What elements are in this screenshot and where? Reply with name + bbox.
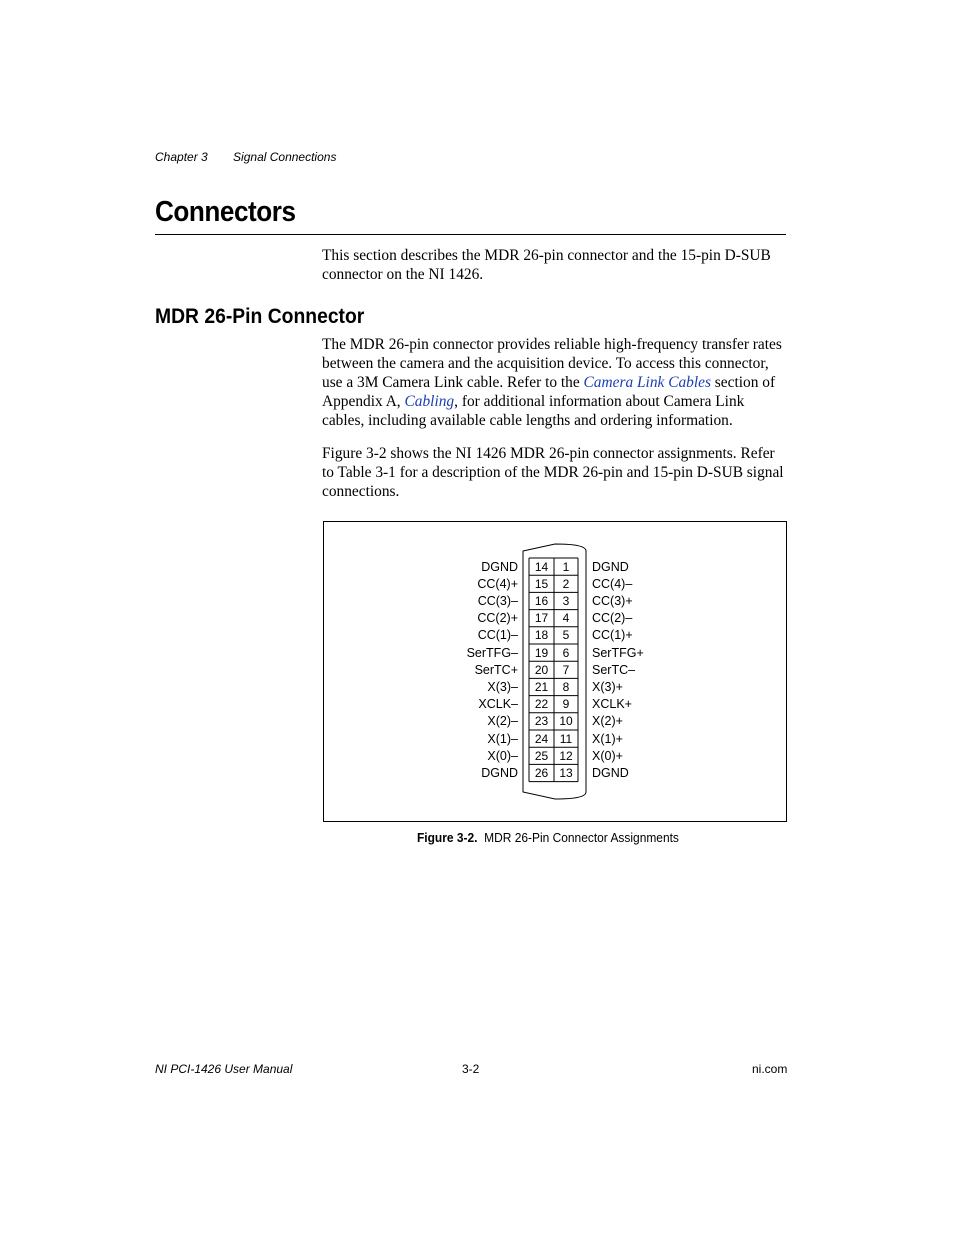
right-signal-label: SerTFG+ <box>592 645 644 660</box>
figure-reference-paragraph: Figure 3-2 shows the NI 1426 MDR 26-pin connector assignments. Refer to Table 3-1 for a description of the MDR 26-pin and 15-pin D-SUB signal connections. <box>322 445 784 500</box>
right-signal-label: X(2)+ <box>592 714 623 729</box>
right-signal-label: CC(2)– <box>592 611 633 626</box>
title-rule <box>155 234 786 235</box>
footer-page-number: 3-2 <box>462 1062 480 1076</box>
left-signal-label: DGND <box>481 765 518 780</box>
pin-number-right: 5 <box>562 628 570 643</box>
right-signal-label: X(0)+ <box>592 748 623 763</box>
pin-number-right: 8 <box>562 679 570 694</box>
footer-site: ni.com <box>752 1062 788 1076</box>
section-heading: MDR 26-Pin Connector <box>155 305 365 328</box>
left-signal-label: CC(2)+ <box>477 611 518 626</box>
pin-number-right: 13 <box>559 765 573 780</box>
right-signal-label: X(3)+ <box>592 679 623 694</box>
right-signal-label: XCLK+ <box>592 697 632 712</box>
right-signal-label: X(1)+ <box>592 731 623 746</box>
pin-number-left: 21 <box>534 679 549 694</box>
caption-label: Figure 3-2. <box>417 830 478 845</box>
pin-number-right: 1 <box>562 559 570 574</box>
left-signal-label: X(2)– <box>487 714 518 729</box>
right-signal-label: DGND <box>592 765 629 780</box>
figure-caption <box>417 830 679 845</box>
right-signal-label: DGND <box>592 559 629 574</box>
left-signal-label: X(3)– <box>487 679 518 694</box>
running-header <box>155 150 336 164</box>
para1-text-a: The MDR 26-pin connector provides reliable high-frequency transfer rates between the camera and the acquisition device. To access this connector, use a 3M Camera Link cable. Refer to the <box>322 336 782 391</box>
pin-number-right: 7 <box>562 662 570 677</box>
pin-number-left: 17 <box>534 611 549 626</box>
right-signal-label: SerTC– <box>592 662 636 677</box>
pin-number-left: 26 <box>534 765 549 780</box>
pin-number-right: 6 <box>562 645 570 660</box>
left-signal-label: SerTC+ <box>474 662 518 677</box>
right-signal-label: CC(4)– <box>592 576 633 591</box>
left-signal-label: SerTFG– <box>466 645 518 660</box>
connector-paragraph <box>322 335 788 430</box>
pin-number-left: 20 <box>534 662 549 677</box>
pin-number-right: 11 <box>559 731 573 746</box>
pin-number-left: 25 <box>534 748 549 763</box>
pin-number-left: 14 <box>534 559 549 574</box>
right-signal-label: CC(3)+ <box>592 593 633 608</box>
para1-text-c: , for additional information about Camera Link cables, including available cable lengths and ordering information. <box>322 393 745 429</box>
left-signal-label: CC(3)– <box>477 593 518 608</box>
pin-number-left: 18 <box>534 628 549 643</box>
pin-number-left: 19 <box>534 645 549 660</box>
right-signal-label: CC(1)+ <box>592 628 633 643</box>
pin-number-right: 12 <box>559 748 573 763</box>
footer-manual-title: NI PCI-1426 User Manual <box>155 1062 293 1076</box>
cabling-link[interactable]: Cabling <box>404 393 455 410</box>
pin-number-left: 16 <box>534 593 549 608</box>
page-title: Connectors <box>155 196 296 228</box>
pin-number-left: 15 <box>534 576 549 591</box>
chapter-label: Chapter 3 <box>155 150 208 164</box>
camera-link-cables-link[interactable]: Camera Link Cables <box>583 374 711 391</box>
pin-number-left: 23 <box>534 714 549 729</box>
pin-number-right: 3 <box>562 593 570 608</box>
pin-number-left: 24 <box>534 731 549 746</box>
left-signal-label: DGND <box>481 559 518 574</box>
left-signal-label: X(0)– <box>487 748 518 763</box>
connector-figure <box>323 521 787 822</box>
caption-text: MDR 26-Pin Connector Assignments <box>484 830 679 845</box>
pin-number-right: 10 <box>559 714 573 729</box>
left-signal-label: X(1)– <box>487 731 518 746</box>
left-signal-label: XCLK– <box>478 697 518 712</box>
left-signal-label: CC(4)+ <box>477 576 518 591</box>
pin-number-left: 22 <box>534 697 549 712</box>
para1-text-b: section of Appendix A, <box>322 374 776 410</box>
pin-number-right: 9 <box>562 697 570 712</box>
section-label: Signal Connections <box>233 150 337 164</box>
pin-number-right: 4 <box>562 611 570 626</box>
intro-paragraph: This section describes the MDR 26-pin connector and the 15-pin D-SUB connector on the NI 1426. <box>322 247 771 283</box>
left-signal-label: CC(1)– <box>477 628 518 643</box>
pin-number-right: 2 <box>562 576 570 591</box>
